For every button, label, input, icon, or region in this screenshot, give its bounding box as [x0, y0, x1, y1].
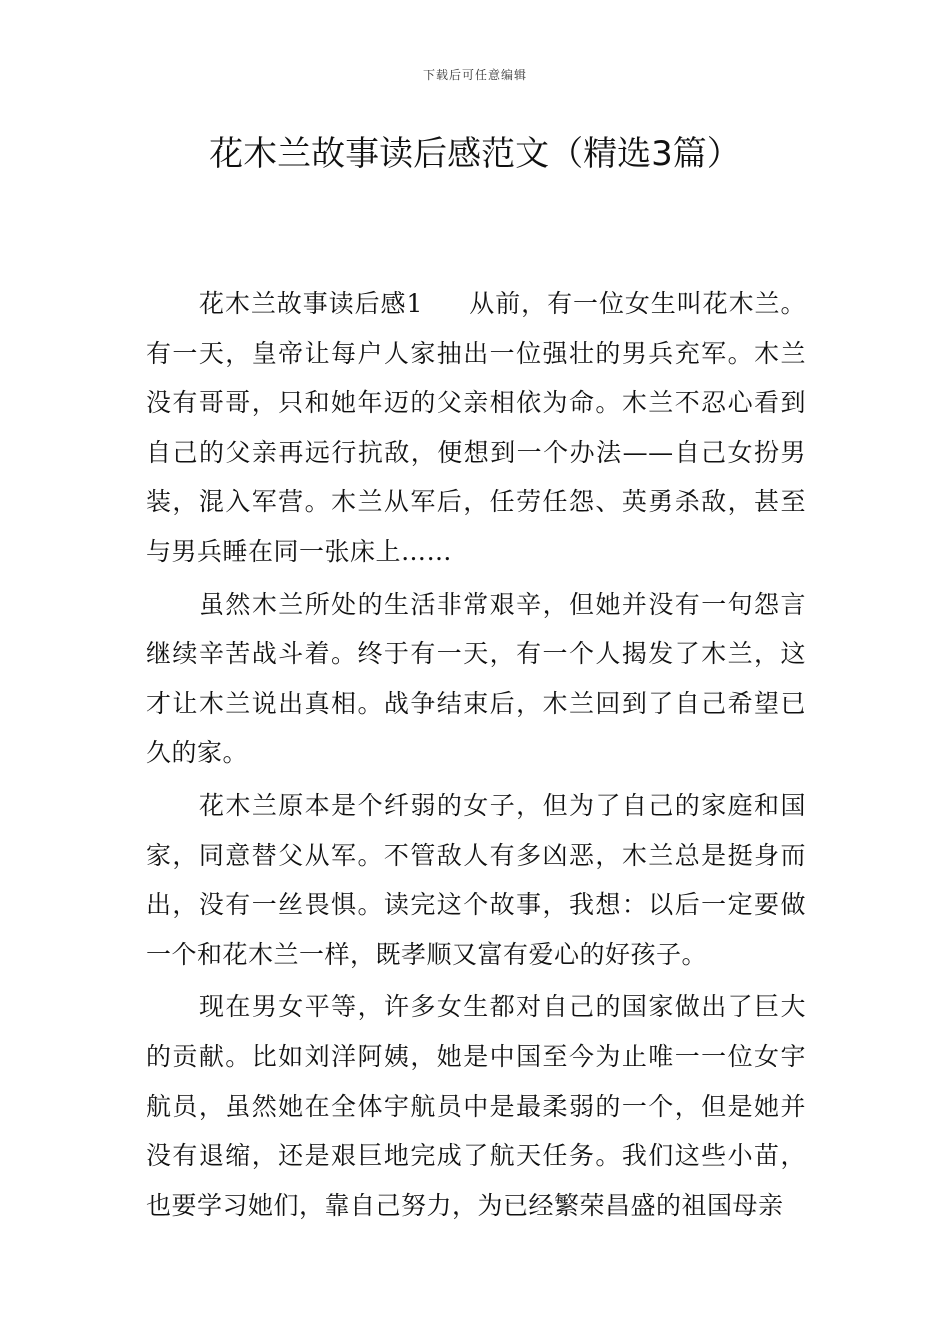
- paragraph-3: 花木兰原本是个纤弱的女子，但为了自己的家庭和国家，同意替父从军。不管敌人有多凶恶，木兰总是挺身而出，没有一丝畏惧。读完这个故事，我想：以后一定要做一个和花木兰一样，既孝顺又富有爱心的好孩子。: [146, 790, 806, 969]
- paragraph-1: [146, 279, 806, 577]
- document-title: 花木兰故事读后感范文（精选3篇）: [209, 134, 741, 174]
- document-body: [146, 279, 806, 1230]
- paragraph-2: 虽然木兰所处的生活非常艰辛，但她并没有一句怨言继续辛苦战斗着。终于有一天，有一个人揭发了木兰，这才让木兰说出真相。战争结束后，木兰回到了自己希望已久的家。: [146, 589, 806, 768]
- section-heading: 花木兰故事读后感1: [199, 289, 423, 318]
- header-note: 下载后可任意编辑: [422, 68, 527, 82]
- paragraph-1-text: 从前，有一位女生叫花木兰。有一天，皇帝让每户人家抽出一位强壮的男兵充军。木兰没有哥哥，只和她年迈的父亲相依为命。木兰不忍心看到自己的父亲再远行抗敌，便想到一个办法——自己女扮男装，混入军营。木兰从军后，任劳任怨、英勇杀敌，甚至与男兵睡在同一张床上……: [146, 289, 806, 566]
- paragraph-4: 现在男女平等，许多女生都对自己的国家做出了巨大的贡献。比如刘洋阿姨，她是中国至今为止唯一一位女宇航员，虽然她在全体宇航员中是最柔弱的一个，但是她并没有退缩，还是艰巨地完成了航天任务。我们这些小苗，也要学习她们，靠自己努力，为已经繁荣昌盛的祖国母亲: [146, 992, 806, 1220]
